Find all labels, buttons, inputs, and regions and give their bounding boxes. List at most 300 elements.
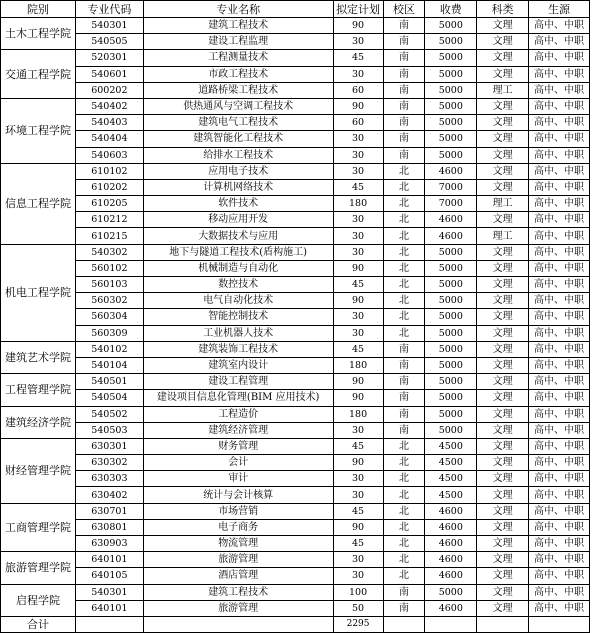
tuition-cell: 5000	[425, 244, 477, 260]
major-code-cell: 560103	[75, 277, 143, 293]
major-name-cell: 智能控制技术	[143, 309, 333, 325]
student-source-cell: 高中、中职	[529, 196, 590, 212]
student-source-cell: 高中、中职	[529, 147, 590, 163]
category-cell: 文理	[477, 390, 529, 406]
tuition-cell: 4600	[425, 519, 477, 535]
planned-quota-cell: 30	[333, 309, 383, 325]
major-name-cell: 工程造价	[143, 406, 333, 422]
planned-quota-cell: 30	[333, 228, 383, 244]
campus-cell: 北	[383, 293, 425, 309]
student-source-cell: 高中、中职	[529, 212, 590, 228]
campus-cell: 南	[383, 34, 425, 50]
major-code-cell: 560302	[75, 293, 143, 309]
major-name-cell: 建筑电气工程技术	[143, 115, 333, 131]
campus-cell: 北	[383, 196, 425, 212]
planned-quota-cell: 90	[333, 374, 383, 390]
student-source-cell: 高中、中职	[529, 131, 590, 147]
major-name-cell: 市政工程技术	[143, 66, 333, 82]
major-code-cell: 630301	[75, 438, 143, 454]
table-row	[1, 438, 590, 454]
major-name-cell: 给排水工程技术	[143, 147, 333, 163]
planned-quota-cell: 90	[333, 98, 383, 114]
table-row	[1, 98, 590, 114]
major-name-cell: 建设工程管理	[143, 374, 333, 390]
major-code-cell: 540104	[75, 357, 143, 373]
table-row	[1, 115, 590, 131]
student-source-cell: 高中、中职	[529, 536, 590, 552]
planned-quota-cell: 90	[333, 18, 383, 34]
category-cell: 文理	[477, 455, 529, 471]
table-row	[1, 487, 590, 503]
major-name-cell: 工业机器人技术	[143, 325, 333, 341]
planned-quota-cell: 60	[333, 115, 383, 131]
campus-cell: 南	[383, 115, 425, 131]
major-code-cell: 610102	[75, 163, 143, 179]
category-cell: 文理	[477, 422, 529, 438]
college-name-cell: 财经管理学院	[1, 438, 76, 503]
tuition-cell: 5000	[425, 584, 477, 600]
student-source-cell: 高中、中职	[529, 406, 590, 422]
major-name-cell: 建筑工程技术	[143, 18, 333, 34]
campus-cell: 北	[383, 519, 425, 535]
tuition-cell: 4600	[425, 600, 477, 616]
category-cell: 文理	[477, 260, 529, 276]
major-name-cell: 移动应用开发	[143, 212, 333, 228]
header-major-code: 专业代码	[75, 1, 143, 18]
table-row	[1, 519, 590, 535]
category-cell: 文理	[477, 309, 529, 325]
tuition-cell: 5000	[425, 66, 477, 82]
college-name-cell: 启程学院	[1, 584, 76, 616]
category-cell: 文理	[477, 341, 529, 357]
planned-quota-cell: 45	[333, 277, 383, 293]
student-source-cell: 高中、中职	[529, 115, 590, 131]
student-source-cell: 高中、中职	[529, 374, 590, 390]
category-cell: 文理	[477, 357, 529, 373]
major-name-cell: 工程测量技术	[143, 50, 333, 66]
planned-quota-cell: 90	[333, 260, 383, 276]
college-name-cell: 环境工程学院	[1, 98, 76, 163]
planned-quota-cell: 30	[333, 568, 383, 584]
student-source-cell: 高中、中职	[529, 82, 590, 98]
total-empty-campus	[383, 616, 425, 632]
tuition-cell: 4600	[425, 212, 477, 228]
major-code-cell: 640101	[75, 552, 143, 568]
major-code-cell: 540601	[75, 66, 143, 82]
tuition-cell: 4500	[425, 471, 477, 487]
major-name-cell: 市场营销	[143, 503, 333, 519]
major-name-cell: 建筑智能化工程技术	[143, 131, 333, 147]
major-name-cell: 财务管理	[143, 438, 333, 454]
student-source-cell: 高中、中职	[529, 325, 590, 341]
major-name-cell: 地下与隧道工程技术(盾构施工)	[143, 244, 333, 260]
category-cell: 文理	[477, 584, 529, 600]
tuition-cell: 5000	[425, 325, 477, 341]
major-name-cell: 旅游管理	[143, 552, 333, 568]
category-cell: 文理	[477, 406, 529, 422]
major-code-cell: 630302	[75, 455, 143, 471]
planned-quota-cell: 45	[333, 341, 383, 357]
college-name-cell: 建筑艺术学院	[1, 341, 76, 373]
campus-cell: 南	[383, 131, 425, 147]
category-cell: 文理	[477, 212, 529, 228]
major-code-cell: 540403	[75, 115, 143, 131]
table-row	[1, 552, 590, 568]
category-cell: 文理	[477, 163, 529, 179]
planned-quota-cell: 30	[333, 552, 383, 568]
tuition-cell: 7000	[425, 196, 477, 212]
planned-quota-cell: 180	[333, 357, 383, 373]
table-row	[1, 179, 590, 195]
tuition-cell: 5000	[425, 341, 477, 357]
total-empty-fee	[425, 616, 477, 632]
student-source-cell: 高中、中职	[529, 228, 590, 244]
campus-cell: 北	[383, 552, 425, 568]
tuition-cell: 4600	[425, 503, 477, 519]
college-name-cell: 建筑经济学院	[1, 406, 76, 438]
table-row	[1, 18, 590, 34]
total-row	[1, 616, 590, 632]
campus-cell: 北	[383, 471, 425, 487]
campus-cell: 南	[383, 147, 425, 163]
table-row	[1, 260, 590, 276]
table-row	[1, 82, 590, 98]
planned-quota-cell: 50	[333, 600, 383, 616]
student-source-cell: 高中、中职	[529, 179, 590, 195]
student-source-cell: 高中、中职	[529, 455, 590, 471]
category-cell: 文理	[477, 179, 529, 195]
planned-quota-cell: 180	[333, 196, 383, 212]
planned-quota-cell: 90	[333, 455, 383, 471]
major-name-cell: 道路桥梁工程技术	[143, 82, 333, 98]
college-name-cell: 信息工程学院	[1, 163, 76, 244]
campus-cell: 南	[383, 66, 425, 82]
major-code-cell: 610212	[75, 212, 143, 228]
student-source-cell: 高中、中职	[529, 552, 590, 568]
campus-cell: 北	[383, 179, 425, 195]
major-code-cell: 540301	[75, 18, 143, 34]
student-source-cell: 高中、中职	[529, 244, 590, 260]
major-name-cell: 建筑经济管理	[143, 422, 333, 438]
header-tuition: 收费	[425, 1, 477, 18]
student-source-cell: 高中、中职	[529, 34, 590, 50]
table-row	[1, 471, 590, 487]
major-code-cell: 540301	[75, 584, 143, 600]
college-name-cell: 工程管理学院	[1, 374, 76, 406]
major-code-cell: 540503	[75, 422, 143, 438]
planned-quota-cell: 30	[333, 34, 383, 50]
planned-quota-cell: 100	[333, 584, 383, 600]
table-row	[1, 293, 590, 309]
tuition-cell: 4600	[425, 536, 477, 552]
table-row	[1, 536, 590, 552]
planned-quota-cell: 30	[333, 212, 383, 228]
major-code-cell: 560102	[75, 260, 143, 276]
planned-quota-cell: 45	[333, 50, 383, 66]
table-row	[1, 357, 590, 373]
table-row	[1, 66, 590, 82]
campus-cell: 北	[383, 228, 425, 244]
tuition-cell: 5000	[425, 131, 477, 147]
student-source-cell: 高中、中职	[529, 600, 590, 616]
planned-quota-cell: 45	[333, 179, 383, 195]
student-source-cell: 高中、中职	[529, 66, 590, 82]
planned-quota-cell: 30	[333, 147, 383, 163]
header-row	[1, 1, 590, 18]
major-name-cell: 计算机网络技术	[143, 179, 333, 195]
campus-cell: 北	[383, 536, 425, 552]
major-code-cell: 540505	[75, 34, 143, 50]
campus-cell: 南	[383, 600, 425, 616]
table-row	[1, 228, 590, 244]
student-source-cell: 高中、中职	[529, 503, 590, 519]
major-code-cell: 560309	[75, 325, 143, 341]
table-row	[1, 50, 590, 66]
major-code-cell: 540102	[75, 341, 143, 357]
tuition-cell: 4500	[425, 438, 477, 454]
planned-quota-cell: 90	[333, 519, 383, 535]
table-row	[1, 341, 590, 357]
table-row	[1, 244, 590, 260]
total-empty-code	[75, 616, 143, 632]
tuition-cell: 4600	[425, 552, 477, 568]
header-major-name: 专业名称	[143, 1, 333, 18]
planned-quota-cell: 30	[333, 422, 383, 438]
student-source-cell: 高中、中职	[529, 163, 590, 179]
campus-cell: 南	[383, 341, 425, 357]
major-name-cell: 电气自动化技术	[143, 293, 333, 309]
planned-quota-cell: 45	[333, 536, 383, 552]
major-name-cell: 会计	[143, 455, 333, 471]
category-cell: 文理	[477, 519, 529, 535]
category-cell: 理工	[477, 196, 529, 212]
major-code-cell: 630903	[75, 536, 143, 552]
college-name-cell: 旅游管理学院	[1, 552, 76, 584]
major-code-cell: 540404	[75, 131, 143, 147]
table-row	[1, 406, 590, 422]
campus-cell: 南	[383, 357, 425, 373]
campus-cell: 南	[383, 18, 425, 34]
category-cell: 文理	[477, 131, 529, 147]
tuition-cell: 5000	[425, 34, 477, 50]
planned-quota-cell: 90	[333, 390, 383, 406]
major-name-cell: 数控技术	[143, 277, 333, 293]
tuition-cell: 5000	[425, 18, 477, 34]
major-code-cell: 560304	[75, 309, 143, 325]
tuition-cell: 5000	[425, 147, 477, 163]
tuition-cell: 5000	[425, 277, 477, 293]
campus-cell: 南	[383, 50, 425, 66]
tuition-cell: 4500	[425, 455, 477, 471]
header-student-source: 生源	[529, 1, 590, 18]
header-planned-quota: 拟定计划	[333, 1, 383, 18]
planned-quota-cell: 30	[333, 244, 383, 260]
table-row	[1, 196, 590, 212]
table-row	[1, 131, 590, 147]
major-name-cell: 建筑工程技术	[143, 584, 333, 600]
campus-cell: 北	[383, 325, 425, 341]
major-code-cell: 600202	[75, 82, 143, 98]
table-row	[1, 422, 590, 438]
tuition-cell: 5000	[425, 406, 477, 422]
major-code-cell: 540504	[75, 390, 143, 406]
planned-quota-cell: 180	[333, 406, 383, 422]
student-source-cell: 高中、中职	[529, 293, 590, 309]
major-code-cell: 630801	[75, 519, 143, 535]
major-code-cell: 630402	[75, 487, 143, 503]
campus-cell: 南	[383, 584, 425, 600]
major-name-cell: 机械制造与自动化	[143, 260, 333, 276]
college-name-cell: 交通工程学院	[1, 50, 76, 99]
student-source-cell: 高中、中职	[529, 357, 590, 373]
table-body	[1, 18, 590, 617]
campus-cell: 北	[383, 260, 425, 276]
major-code-cell: 640105	[75, 568, 143, 584]
student-source-cell: 高中、中职	[529, 50, 590, 66]
category-cell: 文理	[477, 98, 529, 114]
major-code-cell: 640101	[75, 600, 143, 616]
student-source-cell: 高中、中职	[529, 487, 590, 503]
student-source-cell: 高中、中职	[529, 277, 590, 293]
campus-cell: 南	[383, 406, 425, 422]
campus-cell: 南	[383, 390, 425, 406]
category-cell: 文理	[477, 277, 529, 293]
planned-quota-cell: 45	[333, 438, 383, 454]
table-row	[1, 212, 590, 228]
header-campus: 校区	[383, 1, 425, 18]
category-cell: 文理	[477, 325, 529, 341]
campus-cell: 南	[383, 82, 425, 98]
tuition-cell: 5000	[425, 357, 477, 373]
category-cell: 文理	[477, 34, 529, 50]
student-source-cell: 高中、中职	[529, 309, 590, 325]
tuition-cell: 4600	[425, 568, 477, 584]
planned-quota-cell: 60	[333, 82, 383, 98]
major-name-cell: 软件技术	[143, 196, 333, 212]
category-cell: 理工	[477, 228, 529, 244]
student-source-cell: 高中、中职	[529, 341, 590, 357]
tuition-cell: 5000	[425, 309, 477, 325]
table-row	[1, 455, 590, 471]
category-cell: 文理	[477, 147, 529, 163]
tuition-cell: 4500	[425, 487, 477, 503]
table-row	[1, 34, 590, 50]
total-empty-category	[477, 616, 529, 632]
major-code-cell: 610215	[75, 228, 143, 244]
category-cell: 文理	[477, 374, 529, 390]
category-cell: 文理	[477, 18, 529, 34]
category-cell: 文理	[477, 293, 529, 309]
major-code-cell: 540501	[75, 374, 143, 390]
table-row	[1, 600, 590, 616]
table-row	[1, 163, 590, 179]
campus-cell: 北	[383, 212, 425, 228]
table-row	[1, 568, 590, 584]
campus-cell: 北	[383, 244, 425, 260]
college-name-cell: 机电工程学院	[1, 244, 76, 341]
major-code-cell: 610205	[75, 196, 143, 212]
major-name-cell: 供热通风与空调工程技术	[143, 98, 333, 114]
category-cell: 文理	[477, 438, 529, 454]
table-row	[1, 374, 590, 390]
category-cell: 文理	[477, 66, 529, 82]
campus-cell: 北	[383, 487, 425, 503]
campus-cell: 南	[383, 422, 425, 438]
category-cell: 文理	[477, 115, 529, 131]
tuition-cell: 5000	[425, 82, 477, 98]
major-name-cell: 大数据技术与应用	[143, 228, 333, 244]
student-source-cell: 高中、中职	[529, 438, 590, 454]
tuition-cell: 5000	[425, 260, 477, 276]
category-cell: 文理	[477, 471, 529, 487]
major-code-cell: 540603	[75, 147, 143, 163]
major-name-cell: 电子商务	[143, 519, 333, 535]
planned-quota-cell: 30	[333, 131, 383, 147]
college-name-cell: 土木工程学院	[1, 18, 76, 50]
table-row	[1, 325, 590, 341]
planned-quota-cell: 90	[333, 293, 383, 309]
tuition-cell: 7000	[425, 179, 477, 195]
category-cell: 文理	[477, 536, 529, 552]
major-name-cell: 建设工程监理	[143, 34, 333, 50]
student-source-cell: 高中、中职	[529, 471, 590, 487]
student-source-cell: 高中、中职	[529, 519, 590, 535]
major-name-cell: 旅游管理	[143, 600, 333, 616]
table-row	[1, 390, 590, 406]
tuition-cell: 4600	[425, 163, 477, 179]
tuition-cell: 5000	[425, 115, 477, 131]
planned-quota-cell: 30	[333, 325, 383, 341]
student-source-cell: 高中、中职	[529, 568, 590, 584]
planned-quota-cell: 30	[333, 66, 383, 82]
tuition-cell: 5000	[425, 50, 477, 66]
student-source-cell: 高中、中职	[529, 422, 590, 438]
student-source-cell: 高中、中职	[529, 18, 590, 34]
tuition-cell: 5000	[425, 98, 477, 114]
major-code-cell: 630303	[75, 471, 143, 487]
tuition-cell: 5000	[425, 293, 477, 309]
major-code-cell: 630701	[75, 503, 143, 519]
campus-cell: 北	[383, 455, 425, 471]
major-code-cell: 540402	[75, 98, 143, 114]
total-plan-value: 2295	[333, 616, 383, 632]
major-code-cell: 520301	[75, 50, 143, 66]
major-name-cell: 建筑室内设计	[143, 357, 333, 373]
tuition-cell: 4600	[425, 228, 477, 244]
major-name-cell: 审计	[143, 471, 333, 487]
major-name-cell: 物流管理	[143, 536, 333, 552]
table-row	[1, 309, 590, 325]
campus-cell: 南	[383, 98, 425, 114]
category-cell: 理工	[477, 82, 529, 98]
major-code-cell: 540302	[75, 244, 143, 260]
category-cell: 文理	[477, 487, 529, 503]
campus-cell: 北	[383, 568, 425, 584]
major-name-cell: 酒店管理	[143, 568, 333, 584]
total-empty-major	[143, 616, 333, 632]
table-row	[1, 147, 590, 163]
major-name-cell: 建筑装饰工程技术	[143, 341, 333, 357]
major-name-cell: 应用电子技术	[143, 163, 333, 179]
category-cell: 文理	[477, 503, 529, 519]
student-source-cell: 高中、中职	[529, 390, 590, 406]
category-cell: 文理	[477, 600, 529, 616]
major-name-cell: 建设项目信息化管理(BIM 应用技术)	[143, 390, 333, 406]
planned-quota-cell: 30	[333, 163, 383, 179]
student-source-cell: 高中、中职	[529, 584, 590, 600]
category-cell: 文理	[477, 244, 529, 260]
category-cell: 文理	[477, 552, 529, 568]
